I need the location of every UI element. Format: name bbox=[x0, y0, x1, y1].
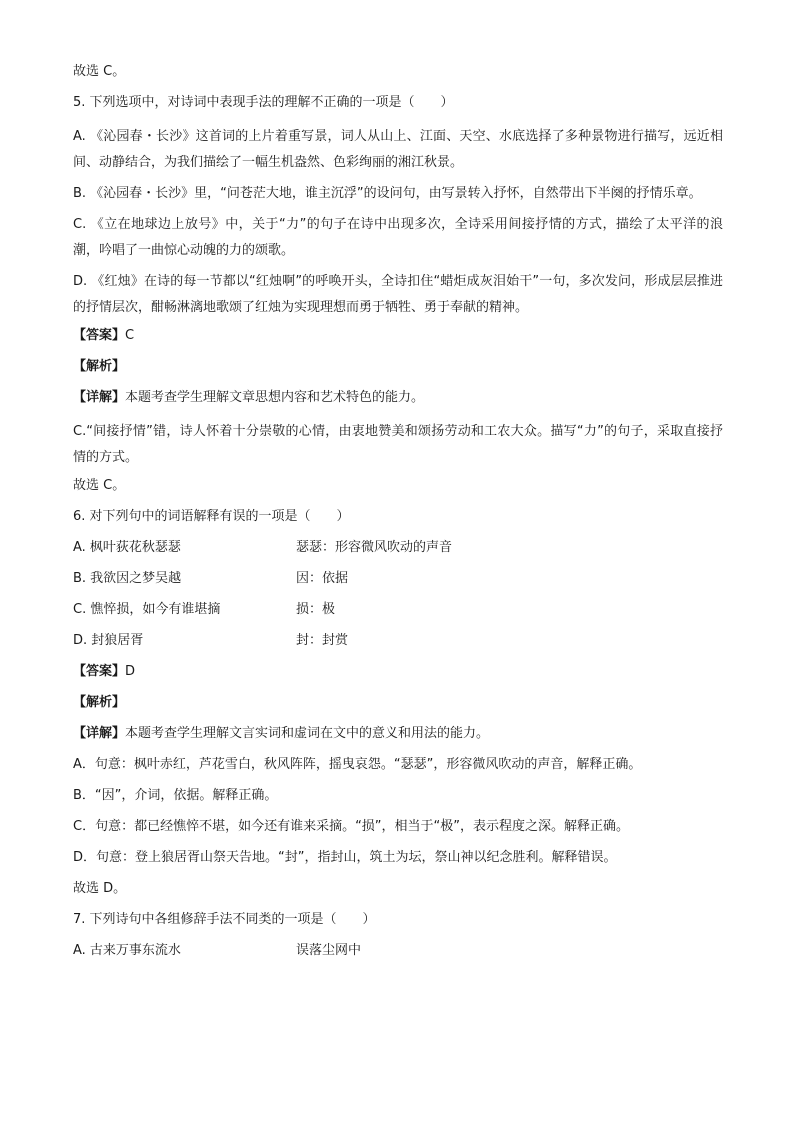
detail-tag: 【详解】 bbox=[73, 390, 126, 405]
question-6-option-row bbox=[73, 631, 723, 651]
option-gloss: 因：依据 bbox=[296, 571, 349, 586]
question-6-option-row bbox=[73, 538, 723, 558]
question-7-option-row bbox=[73, 941, 723, 961]
question-5-analysis-tag: 【解析】 bbox=[73, 359, 126, 374]
question-6-detail bbox=[73, 724, 723, 744]
question-5-option-d: D. 《红烛》在诗的每一节都以“红烛啊”的呼唤开头，全诗扣住“蜡炬成灰泪始干”一句，多次发问，形成层层推进的抒情层次，酣畅淋漓地歌颂了红烛为实现理想而勇于牺牲、勇于奉献的精神。 bbox=[73, 274, 723, 315]
question-5-option-c: C. 《立在地球边上放号》中，关于“力”的句子在诗中出现多次，全诗采用间接抒情的方式，描绘了太平洋的浪潮，吟唱了一曲惊心动魄的力的颂歌。 bbox=[73, 217, 723, 258]
document-page bbox=[73, 62, 723, 972]
detail-text: 本题考查学生理解文章思想内容和艺术特色的能力。 bbox=[125, 390, 425, 405]
answer-value: C bbox=[125, 328, 135, 343]
question-6-explanation-d: D．句意：登上狼居胥山祭天告地。“封”，指封山，筑土为坛，祭山神以纪念胜利。解释错误。 bbox=[73, 850, 617, 865]
detail-tag: 【详解】 bbox=[73, 726, 126, 741]
option-text: A. 古来万事东流水 bbox=[73, 943, 181, 958]
question-5-choice: 故选 C。 bbox=[73, 478, 126, 493]
option-gloss: 瑟瑟：形容微风吹动的声音 bbox=[296, 540, 453, 555]
option-text: C. 憔悴损，如今有谁堪摘 bbox=[73, 602, 221, 617]
text-line: 故选 C。 bbox=[73, 64, 126, 79]
option-text: D. 封狼居胥 bbox=[73, 633, 144, 648]
detail-text: 本题考查学生理解文言实词和虚词在文中的意义和用法的能力。 bbox=[125, 726, 490, 741]
question-5-answer bbox=[73, 326, 723, 346]
question-6-option-row bbox=[73, 600, 723, 620]
option-text-right: 误落尘网中 bbox=[296, 943, 362, 958]
option-gloss: 封：封赏 bbox=[296, 633, 349, 648]
question-6-explanation-b: B．“因”，介词，依据。解释正确。 bbox=[73, 788, 278, 803]
question-5-detail bbox=[73, 388, 723, 408]
option-gloss: 损：极 bbox=[296, 602, 336, 617]
question-5-option-a: A. 《沁园春・长沙》这首词的上片着重写景，词人从山上、江面、天空、水底选择了多种景物进行描写，远近相间、动静结合，为我们描绘了一幅生机盎然、色彩绚丽的湘江秋景。 bbox=[73, 129, 723, 170]
answer-tag: 【答案】 bbox=[73, 664, 126, 679]
answer-tag: 【答案】 bbox=[73, 328, 126, 343]
question-5-explanation: C.“间接抒情”错，诗人怀着十分崇敬的心情，由衷地赞美和颂扬劳动和工农大众。描写“力”的句子，采取直接抒情的方式。 bbox=[73, 424, 723, 465]
question-6-analysis-tag: 【解析】 bbox=[73, 695, 126, 710]
question-6-explanation-c: C．句意：都已经憔悴不堪，如今还有谁来采摘。“损”，相当于“极”，表示程度之深。解释正确。 bbox=[73, 819, 630, 834]
answer-value: D bbox=[125, 664, 136, 679]
question-5-option-b: B. 《沁园春・长沙》里，“问苍茫大地，谁主沉浮”的设问句，由写景转入抒怀，自然带出下半阕的抒情乐章。 bbox=[73, 186, 702, 201]
question-6-option-row bbox=[73, 569, 723, 589]
question-6: 6. 对下列句中的词语解释有误的一项是（ ） bbox=[73, 509, 350, 524]
question-6-explanation-a: A．句意：枫叶赤红，芦花雪白，秋风阵阵，摇曳哀怨。“瑟瑟”，形容微风吹动的声音，解释正确。 bbox=[73, 757, 642, 772]
option-text: B. 我欲因之梦吴越 bbox=[73, 571, 182, 586]
question-5: 5. 下列选项中，对诗词中表现手法的理解不正确的一项是（ ） bbox=[73, 95, 454, 110]
question-7: 7. 下列诗句中各组修辞手法不同类的一项是（ ） bbox=[73, 912, 376, 927]
question-6-answer bbox=[73, 662, 723, 682]
option-text: A. 枫叶荻花秋瑟瑟 bbox=[73, 540, 181, 555]
question-6-choice: 故选 D。 bbox=[73, 881, 127, 896]
